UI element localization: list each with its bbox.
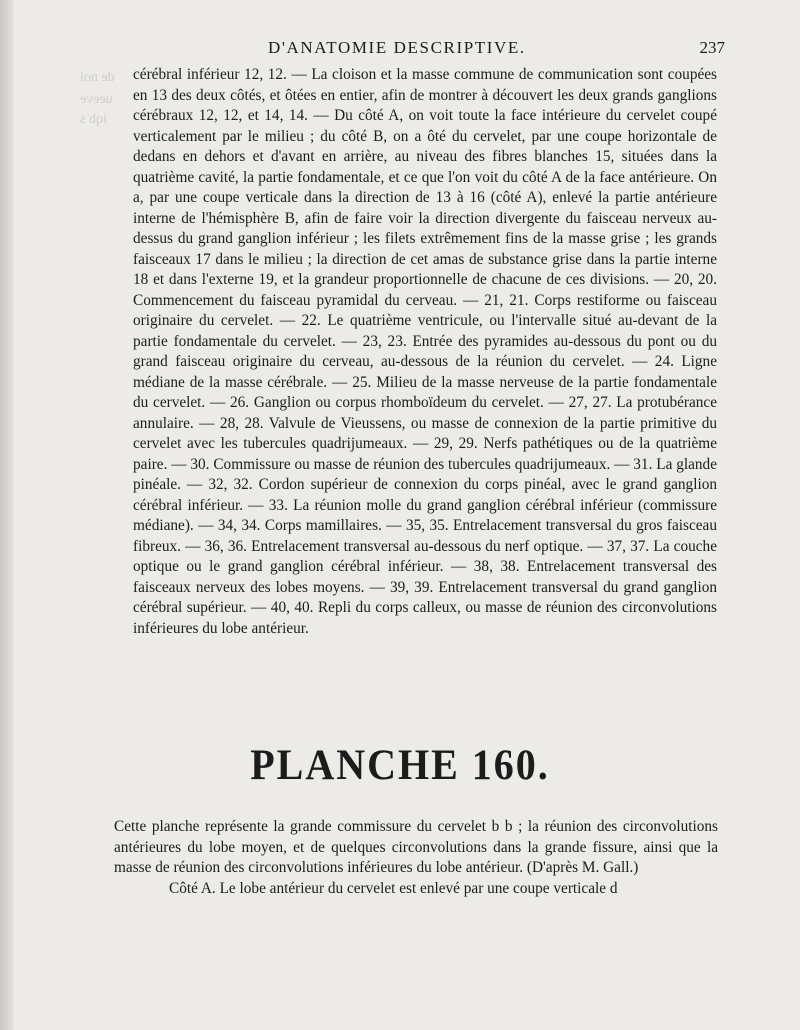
bleed-through-text: iqb s — [80, 112, 107, 127]
running-title: D'ANATOMIE DESCRIPTIVE. — [268, 38, 526, 57]
bleed-through-text: ueeve — [80, 92, 113, 107]
plate-side-a-paragraph: Côté A. Le lobe antérieur du cervelet est enlevé par une coupe verticale d — [169, 879, 618, 897]
page-number: 237 — [699, 38, 725, 57]
body-paragraph: cérébral inférieur 12, 12. — La cloison et la masse commune de communication sont coupées en 13 des deux côtés, et ôtées en entier, afin de montrer à découvert les deux grands ganglions cérébraux 12, 12, et 14, 14. — Du côté A, on voit toute la face intérieure du cervelet coupé verticalement par le milieu ; du côté B, on a ôté du cervelet, par une coupe horizontale de dedans en dehors et d'avant en arrière, au niveau des fibres blanches 15, situées dans la quatrième cavité, la partie fondamentale, et ce que l'on voit du côté A de la face antérieure. On a, par une coupe verticale dans la direction de 13 à 16 (côté A), enlevé la partie antérieure interne de l'hémisphère B, afin de faire voir la direction divergente du faisceau nerveux au-dessus du grand ganglion inférieur ; les filets extrêmement fins de la masse grise ; les grands faisceaux 17 dans le milieu ; la direction de cet amas de substance grise dans la partie interne 18 et dans l'externe 19, et la grandeur proportionnelle de chacune de ces divisions. — 20, 20. Commencement du faisceau pyramidal du cerveau. — 21, 21. Corps restiforme ou faisceau originaire du cervelet. — 22. Le quatrième ventricule, ou l'intervalle situé au-devant de la partie fondamentale du cervelet. — 23, 23. Entrée des pyramides au-dessous du pont ou du grand faisceau originaire du cerveau, au-dessous de la réunion du cervelet. — 24. Ligne médiane de la masse cérébrale. — 25. Milieu de la masse nerveuse de la partie fondamentale du cervelet. — 26. Ganglion ou corpus rhomboïdeum du cervelet. — 27, 27. La protubérance annulaire. — 28, 28. Valvule de Vieussens, ou masse de connexion de la partie primitive du cervelet avec les tubercules quadrijumeaux. — 29, 29. Nerfs pathétiques ou de la quatrième paire. — 30. Commissure ou masse de réunion des tubercules quadrijumeaux. — 31. La glande pinéale. — 32, 32. Cordon supérieur de connexion du corps pinéal, avec le grand ganglion cérébral inférieur. — 33. La réunion molle du grand ganglion cérébral inférieur (commissure médiane). — 34, 34. Corps mamillaires. — 35, 35. Entrelacement transversal du gros faisceau fibreux. — 36, 36. Entrelacement transversal au-dessous du nerf optique. — 37, 37. La couche optique ou le grand ganglion cérébral inférieur. — 38, 38. Entrelacement transversal des faisceaux nerveux des lobes moyens. — 39, 39. Entrelacement transversal du grand ganglion cérébral supérieur. — 40, 40. Repli du corps calleux, ou masse de réunion des circonvolutions inférieures du lobe antérieur. — [133, 66, 717, 637]
page-header — [133, 38, 725, 58]
body-text-block — [133, 65, 717, 639]
plate-heading: PLANCHE 160. — [250, 740, 550, 789]
plate-description — [114, 817, 718, 899]
page-edge-shadow — [0, 0, 14, 1030]
bleed-through-text: de noi — [80, 70, 115, 85]
plate-description-paragraph: Cette planche représente la grande commissure du cervelet b b ; la réunion des circonvolutions antérieures du lobe moyen, et de quelques circonvolutions dans la grande fissure, ainsi que la masse de réunion des circonvolutions inférieures du lobe antérieur. (D'après M. Gall.) — [114, 818, 718, 876]
